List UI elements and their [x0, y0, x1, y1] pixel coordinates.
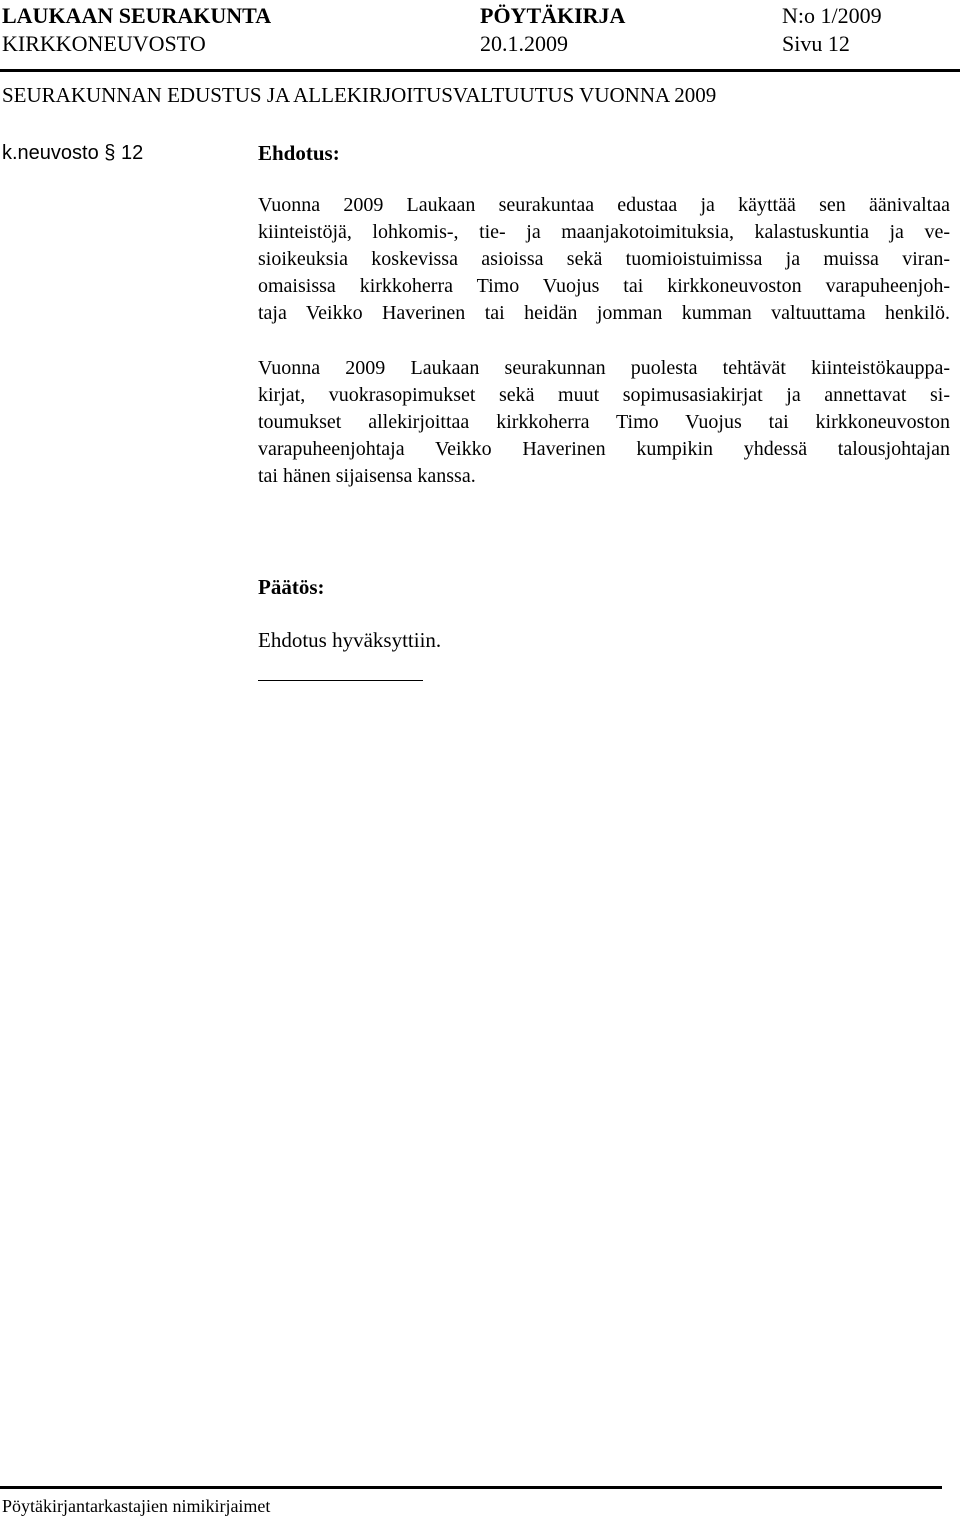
paragraph-line: tai hänen sijaisensa kanssa.: [258, 465, 476, 487]
paragraph-line: sioikeuksia koskevissa asioissa sekä tuomioistuimissa ja muissa viran-: [258, 248, 950, 270]
section-label: k.neuvosto § 12: [2, 142, 144, 164]
proposal-paragraph-2: [258, 355, 950, 490]
decision-heading: Päätös:: [258, 575, 325, 599]
paragraph-line: Vuonna 2009 Laukaan seurakunnan puolesta tehtävät kiinteistökauppa-: [258, 357, 950, 379]
paragraph-line: omaisissa kirkkoherra Timo Vuojus tai kirkkoneuvoston varapuheenjoh-: [258, 275, 950, 297]
proposal-paragraph-1: [258, 192, 950, 327]
organization-name: LAUKAAN SEURAKUNTA: [2, 3, 272, 28]
footer-initials-label: Pöytäkirjantarkastajien nimikirjaimet: [2, 1496, 271, 1516]
paragraph-line: toumukset allekirjoittaa kirkkoherra Timo Vuojus tai kirkkoneuvoston: [258, 411, 950, 433]
proposal-heading: Ehdotus:: [258, 141, 340, 165]
header-divider: [0, 69, 960, 72]
page-number: Sivu 12: [782, 31, 850, 56]
paragraph-line: kirjat, vuokrasopimukset sekä muut sopimusasiakirjat ja annettavat si-: [258, 384, 950, 406]
document-number: N:o 1/2009: [782, 3, 882, 28]
paragraph-line: kiinteistöjä, lohkomis-, tie- ja maanjakotoimituksia, kalastuskuntia ja ve-: [258, 221, 950, 243]
meeting-date: 20.1.2009: [480, 31, 568, 56]
end-divider: [258, 680, 423, 681]
paragraph-line: taja Veikko Haverinen tai heidän jomman kumman valtuuttama henkilö.: [258, 302, 950, 324]
paragraph-line: varapuheenjohtaja Veikko Haverinen kumpikin yhdessä talousjohtajan: [258, 438, 950, 460]
document-type: PÖYTÄKIRJA: [480, 3, 626, 28]
footer-divider: [0, 1486, 942, 1489]
council-name: KIRKKONEUVOSTO: [2, 31, 206, 56]
decision-text: Ehdotus hyväksyttiin.: [258, 628, 442, 652]
paragraph-line: Vuonna 2009 Laukaan seurakuntaa edustaa ja käyttää sen äänivaltaa: [258, 194, 950, 216]
section-title: SEURAKUNNAN EDUSTUS JA ALLEKIRJOITUSVALTUUTUS VUONNA 2009: [2, 83, 717, 107]
